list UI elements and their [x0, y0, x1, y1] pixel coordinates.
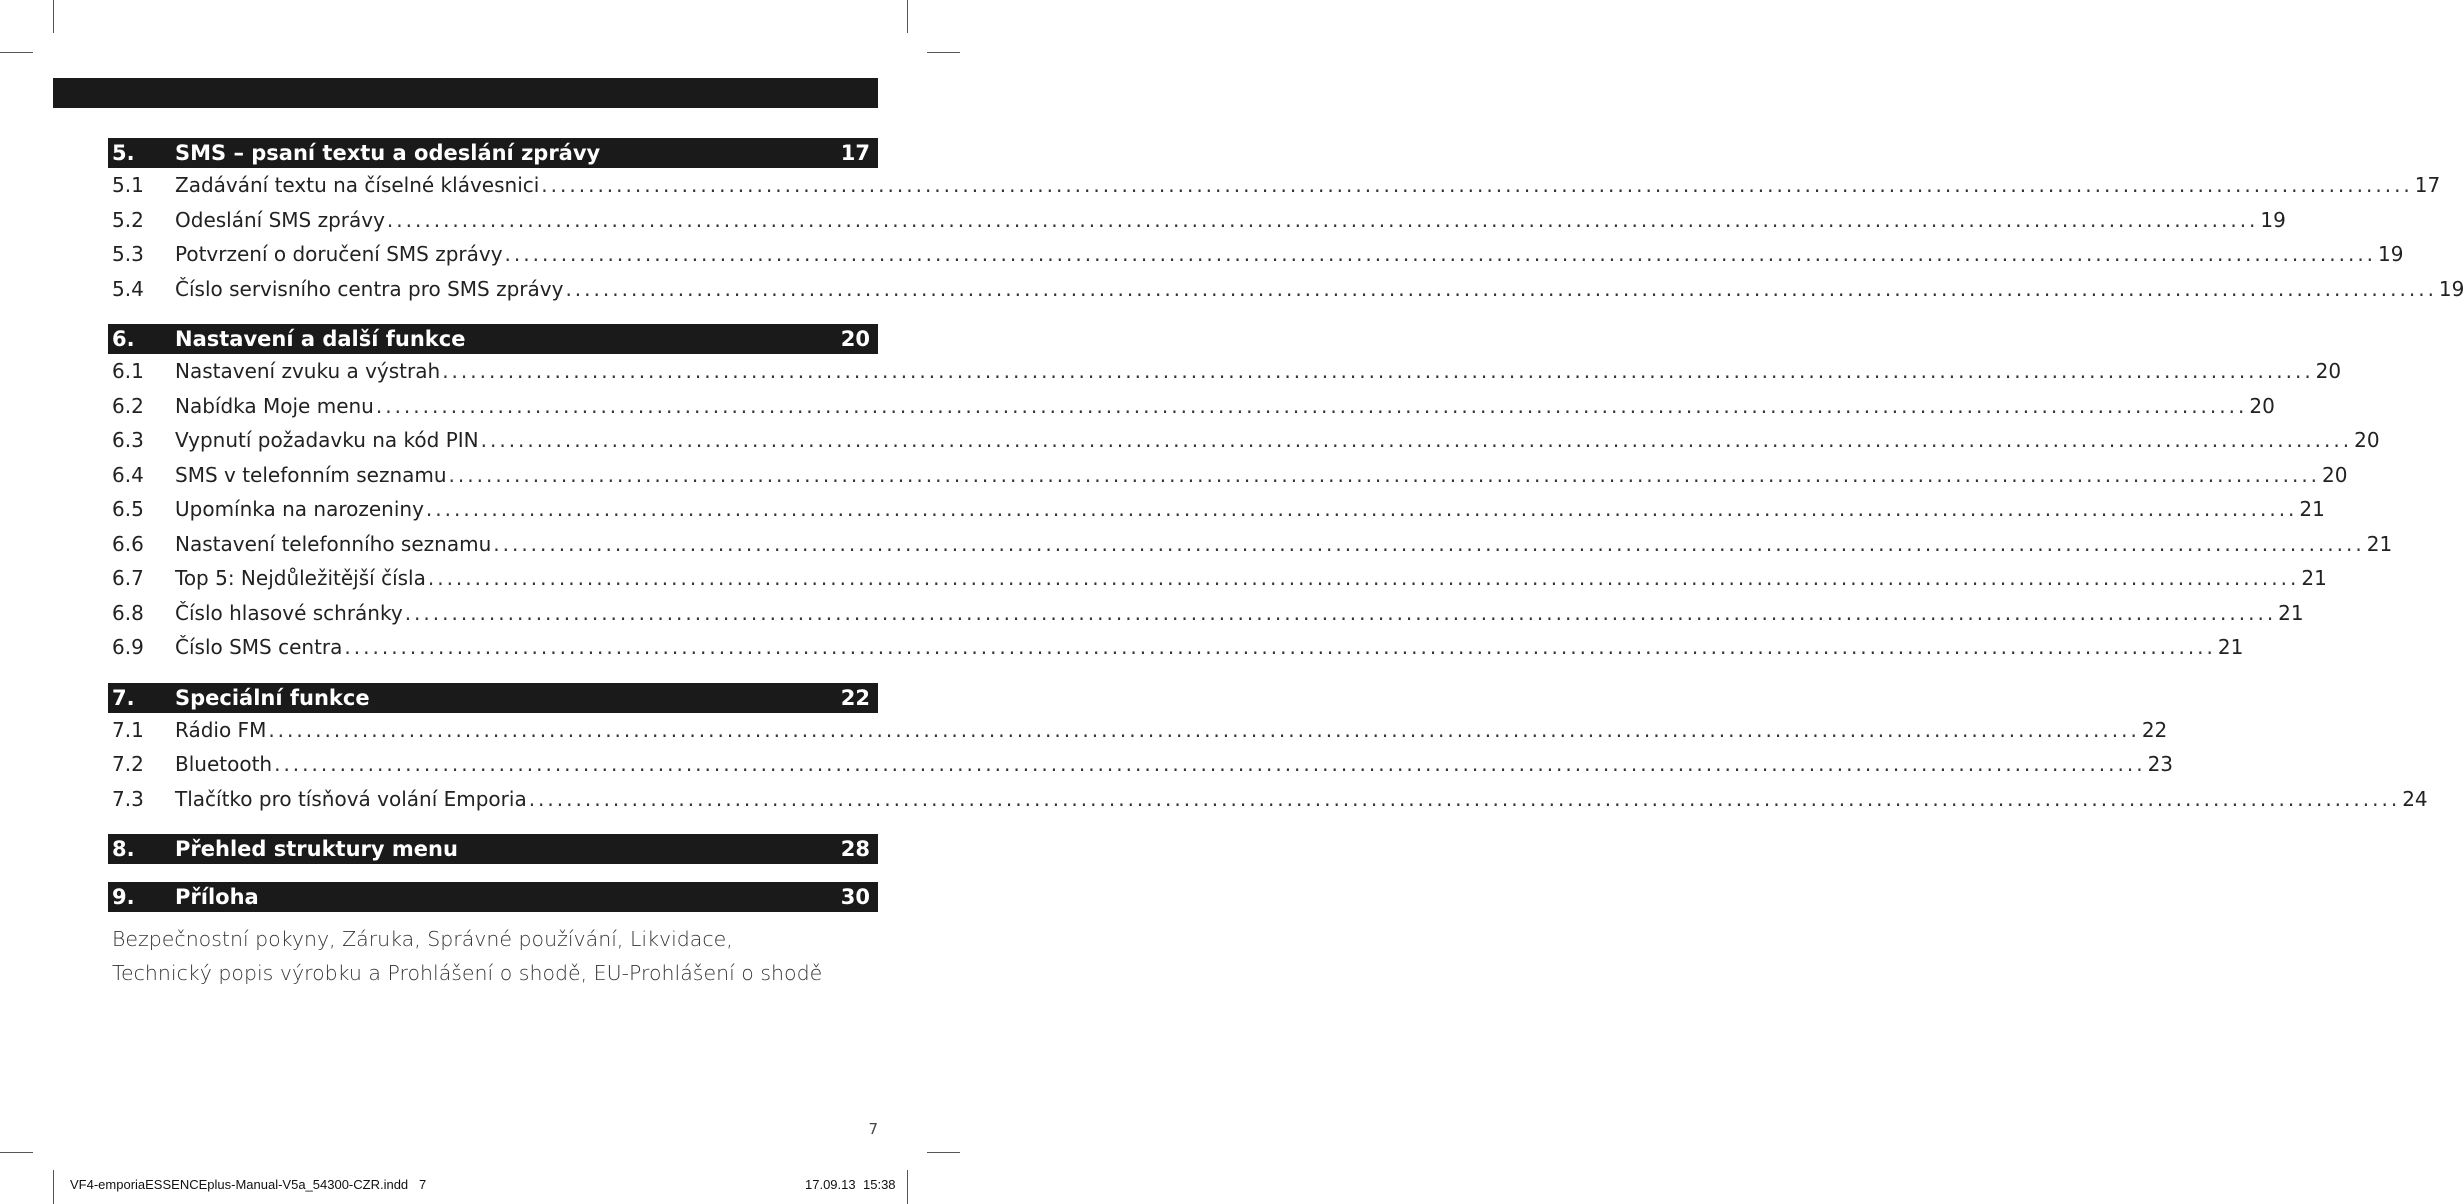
- section-number: 6.: [112, 327, 135, 351]
- dot-leader: ........................................................................................................................................................................................................: [274, 752, 2146, 777]
- entry-number: 7.2: [112, 752, 144, 777]
- entry-page: 19: [2378, 242, 2404, 267]
- entry-number: 6.6: [112, 531, 144, 556]
- dot-leader: ........................................................................................................................................................................................................: [528, 786, 2401, 811]
- toc-entry-6-9[interactable]: [108, 630, 2244, 665]
- toc-entry-7-2[interactable]: [108, 747, 2174, 782]
- dot-leader: ........................................................................................................................................................................................................: [493, 531, 2365, 556]
- dot-leader: ........................................................................................................................................................................................................: [268, 717, 2140, 742]
- entry-page: 19: [2438, 276, 2464, 301]
- section-title: Příloha: [175, 885, 259, 909]
- toc-entry-6-5[interactable]: [108, 492, 2325, 527]
- entry-number: 5.1: [112, 173, 144, 198]
- section-header-5[interactable]: [108, 138, 878, 168]
- entry-title: Číslo SMS centra: [175, 635, 343, 660]
- dot-leader: ........................................................................................................................................................................................................: [448, 462, 2321, 487]
- toc-entry-5-1[interactable]: [108, 168, 2441, 203]
- crop-mark: [927, 52, 960, 53]
- entry-page: 21: [2301, 566, 2327, 591]
- entry-page: 22: [2141, 717, 2168, 742]
- crop-mark: [53, 0, 54, 33]
- footer-filename: VF4-emporiaESSENCEplus-Manual-V5a_54300-CZR.indd 7: [70, 1177, 427, 1192]
- entry-number: 7.3: [112, 786, 144, 811]
- section-page: 22: [840, 685, 870, 710]
- entry-page: 23: [2147, 752, 2174, 777]
- toc-entry-6-1[interactable]: [108, 354, 2342, 389]
- entry-page: 20: [2249, 393, 2275, 418]
- entry-title: Nastavení telefonního seznamu: [175, 531, 492, 556]
- entry-number: 6.1: [112, 359, 144, 384]
- entry-number: 6.3: [112, 428, 144, 453]
- entry-page: 21: [2299, 497, 2325, 522]
- section-number: 9.: [112, 885, 135, 909]
- toc-entry-6-4[interactable]: [108, 458, 2348, 493]
- dot-leader: ........................................................................................................................................................................................................: [541, 173, 2413, 198]
- entry-title: SMS v telefonním seznamu: [175, 462, 447, 487]
- entry-title: Zadávání textu na číselné klávesnici: [175, 173, 540, 198]
- entry-page: 17: [2414, 173, 2441, 198]
- entry-title: Nastavení zvuku a výstrah: [175, 359, 441, 384]
- appendix-line: Bezpečnostní pokyny, Záruka, Správné používání, Likvidace,: [112, 927, 733, 951]
- entry-page: 20: [2354, 428, 2380, 453]
- entry-page: 19: [2260, 207, 2286, 232]
- toc-entry-6-6[interactable]: [108, 527, 2393, 562]
- top-header-bar: [53, 78, 878, 108]
- dot-leader: ........................................................................................................................................................................................................: [375, 393, 2248, 418]
- entry-title: Odeslání SMS zprávy: [175, 207, 385, 232]
- toc-entry-7-1[interactable]: [108, 713, 2168, 748]
- page-number: 7: [868, 1120, 878, 1138]
- toc-entry-5-4[interactable]: [108, 272, 2464, 307]
- section-page: 30: [840, 885, 870, 909]
- section-page: 17: [840, 141, 870, 165]
- entry-title: Upomínka na narozeniny: [175, 497, 424, 522]
- entry-page: 21: [2217, 635, 2244, 660]
- entry-title: Nabídka Moje menu: [175, 393, 374, 418]
- section-number: 8.: [112, 837, 135, 861]
- section-header-6[interactable]: [108, 324, 878, 354]
- entry-number: 6.4: [112, 462, 144, 487]
- entry-title: Číslo servisního centra pro SMS zprávy: [175, 276, 564, 301]
- entry-number: 5.3: [112, 242, 144, 267]
- entry-title: Bluetooth: [175, 752, 273, 777]
- footer-time: 15:38: [863, 1177, 896, 1192]
- entry-page: 24: [2402, 786, 2428, 811]
- entry-page: 21: [2366, 531, 2393, 556]
- section-title: Přehled struktury menu: [175, 837, 458, 861]
- section-title: SMS – psaní textu a odeslání zprávy: [175, 141, 601, 165]
- entry-title: Top 5: Nejdůležitější čísla: [175, 566, 426, 591]
- appendix-description: [108, 922, 878, 990]
- section-title: Nastavení a další funkce: [175, 327, 466, 351]
- section-header-9[interactable]: [108, 882, 878, 912]
- entry-number: 7.1: [112, 717, 144, 742]
- toc-entry-6-7[interactable]: [108, 561, 2327, 596]
- toc-entry-6-8[interactable]: [108, 596, 2304, 631]
- section-page: 28: [840, 837, 870, 861]
- entry-title: Číslo hlasové schránky: [175, 600, 403, 625]
- crop-mark: [907, 1170, 908, 1204]
- dot-leader: ........................................................................................................................................................................................................: [404, 600, 2277, 625]
- entry-page: 21: [2278, 600, 2304, 625]
- toc-entry-6-2[interactable]: [108, 389, 2275, 424]
- entry-title: Tlačítko pro tísňová volání Emporia: [175, 786, 527, 811]
- entry-number: 5.4: [112, 276, 144, 301]
- toc-entry-6-3[interactable]: [108, 423, 2380, 458]
- dot-leader: ........................................................................................................................................................................................................: [565, 276, 2437, 301]
- entry-page: 20: [2315, 359, 2342, 384]
- toc-entry-5-3[interactable]: [108, 237, 2404, 272]
- entry-title: Rádio FM: [175, 717, 267, 742]
- crop-mark: [0, 1152, 33, 1153]
- section-number: 5.: [112, 141, 135, 165]
- entry-title: Potvrzení o doručení SMS zprávy: [175, 242, 503, 267]
- entry-number: 6.2: [112, 393, 144, 418]
- dot-leader: ........................................................................................................................................................................................................: [386, 207, 2259, 232]
- table-of-contents: [108, 138, 2464, 990]
- dot-leader: ........................................................................................................................................................................................................: [427, 566, 2300, 591]
- entry-number: 5.2: [112, 207, 144, 232]
- crop-mark: [53, 1170, 54, 1204]
- appendix-line: Technický popis výrobku a Prohlášení o shodě, EU-Prohlášení o shodě: [112, 961, 823, 985]
- footer-date: 17.09.13: [805, 1177, 856, 1192]
- entry-number: 6.7: [112, 566, 144, 591]
- entry-title: Vypnutí požadavku na kód PIN: [175, 428, 479, 453]
- entry-number: 6.9: [112, 635, 144, 660]
- entry-number: 6.8: [112, 600, 144, 625]
- dot-leader: ........................................................................................................................................................................................................: [442, 359, 2314, 384]
- section-header-8[interactable]: [108, 834, 878, 864]
- dot-leader: ........................................................................................................................................................................................................: [425, 497, 2298, 522]
- crop-mark: [907, 0, 908, 33]
- entry-number: 6.5: [112, 497, 144, 522]
- section-header-7[interactable]: [108, 683, 878, 713]
- section-page: 20: [840, 327, 870, 351]
- toc-entry-7-3[interactable]: [108, 782, 2428, 817]
- entry-page: 20: [2322, 462, 2348, 487]
- crop-mark: [0, 52, 33, 53]
- toc-entry-5-2[interactable]: [108, 203, 2286, 238]
- dot-leader: ........................................................................................................................................................................................................: [480, 428, 2353, 453]
- dot-leader: ........................................................................................................................................................................................................: [504, 242, 2377, 267]
- section-number: 7.: [112, 685, 135, 710]
- dot-leader: ........................................................................................................................................................................................................: [344, 635, 2216, 660]
- section-title: Speciální funkce: [175, 685, 370, 710]
- crop-mark: [927, 1152, 960, 1153]
